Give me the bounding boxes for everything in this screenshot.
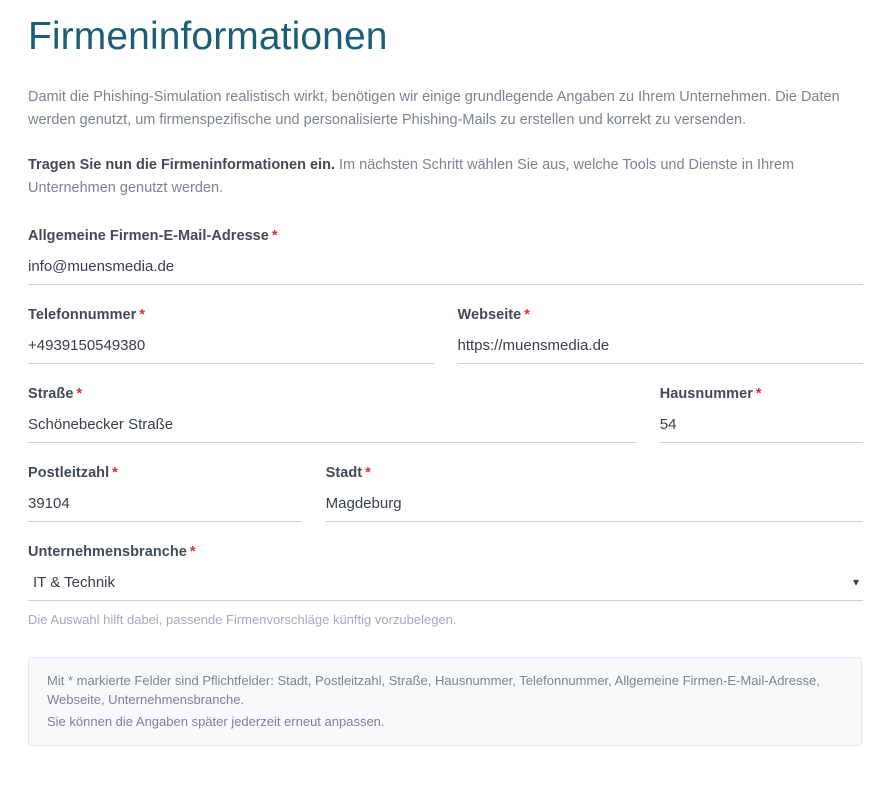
required-marker: * [112,465,118,481]
email-label-text: Allgemeine Firmen-E-Mail-Adresse [28,228,269,244]
house-number-field[interactable] [660,416,863,443]
phone-label [28,307,434,323]
city-label [326,465,863,481]
instruction-paragraph [28,154,863,200]
website-field[interactable] [458,337,864,364]
required-marker: * [365,465,371,481]
field-street [28,386,636,443]
field-city [326,465,863,522]
required-marker: * [189,544,196,560]
postal-code-label [28,465,302,481]
phone-label-text: Telefonnummer [28,307,137,323]
field-industry [28,544,863,627]
city-label-text: Stadt [325,465,363,481]
field-house-number [660,386,863,443]
email-field[interactable] [28,258,863,285]
required-marker: * [524,307,530,323]
street-field[interactable] [28,416,636,443]
postal-code-field[interactable] [28,495,302,522]
required-marker: * [76,386,83,402]
field-postal-code [28,465,302,522]
required-fields-notice [28,657,862,746]
website-label [458,307,864,323]
required-marker: * [139,307,146,323]
industry-help-text: Die Auswahl hilft dabei, passende Firmenvorschläge künftig vorzubelegen. [28,612,457,627]
form-row-email [28,228,863,285]
form-row-postal-city [28,465,863,522]
postal-code-label-text: Postleitzahl [28,465,110,481]
instruction-bold: Tragen Sie nun die Firmeninformationen ein. [28,157,335,173]
form-row-industry [28,544,863,627]
industry-select[interactable] [28,574,863,601]
house-number-label [660,386,863,402]
required-marker: * [755,386,762,402]
field-website [458,307,864,364]
form-row-phone-website [28,307,863,364]
house-number-label-text: Hausnummer [659,386,753,402]
chevron-down-icon: ▾ [852,575,859,589]
instruction-rest: Im nächsten Schritt wählen Sie aus, welche Tools und Dienste in Ihrem Unternehmen genutzt werden. [28,157,795,196]
field-phone [28,307,434,364]
form-row-street-housenumber [28,386,863,443]
industry-select-wrapper [28,574,863,601]
phone-field[interactable] [28,337,434,364]
city-field[interactable] [326,495,863,522]
street-label [28,386,636,402]
notice-line-2: Sie können die Angaben später jederzeit erneut anpassen. [47,714,385,729]
notice-line-1: Mit * markierte Felder sind Pflichtfelder: Stadt, Postleitzahl, Straße, Hausnummer, Telefonnummer, Allgemeine Firmen-E-Mail-Adresse, Webseite, Unternehmensbranche. [47,673,820,707]
required-marker: * [271,228,278,244]
page-title: Firmeninformationen [28,15,388,58]
industry-label-text: Unternehmensbranche [28,544,187,560]
intro-paragraph: Damit die Phishing-Simulation realistisch wirkt, benötigen wir einige grundlegende Angaben zu Ihrem Unternehmen. Die Daten werden genutzt, um firmenspezifische und personalisierte Phishing-Mails zu erstellen und korrekt zu versenden. [28,89,840,128]
email-label [28,228,863,244]
website-label-text: Webseite [457,307,522,323]
street-label-text: Straße [28,386,74,402]
industry-label [28,544,863,560]
field-email [28,228,863,285]
